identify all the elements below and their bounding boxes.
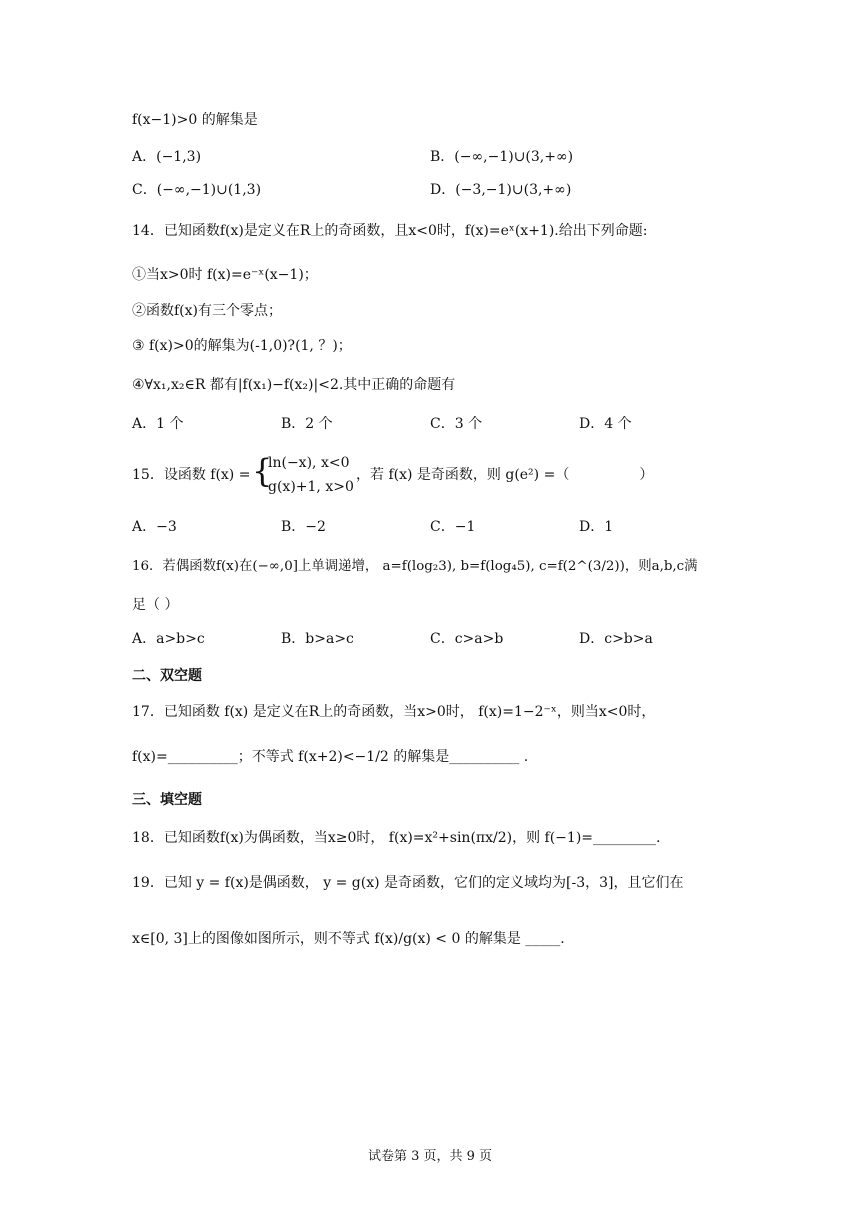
- page-footer: 试卷第 3 页，共 9 页: [367, 1149, 493, 1164]
- q13-option-b: B．(−∞,−1)∪(3,+∞): [430, 149, 574, 165]
- q16-option-c: C．c>a>b: [430, 631, 504, 647]
- q13-option-a: A．(−1,3): [132, 149, 202, 165]
- q16-option-a: A．a>b>c: [132, 631, 205, 647]
- q19-line-2: x∈[0, 3]上的图像如图所示，则不等式 f(x)/g(x) < 0 的解集是 _____.: [132, 931, 565, 947]
- q19-line-1: 19．已知 y = f(x)是偶函数， y = g(x) 是奇函数，它们的定义域均为[-3，3]，且它们在: [132, 875, 684, 891]
- q13-option-c: C．(−∞,−1)∪(1,3): [132, 182, 262, 198]
- q14-proposition-4: ④∀x₁,x₂∈R 都有|f(x₁)−f(x₂)|<2.其中正确的命题有: [132, 377, 456, 393]
- q14-proposition-3: ③ f(x)>0的解集为(-1,0)?(1, ？)；: [132, 338, 352, 354]
- q14-stem: 14．已知函数f(x)是定义在R上的奇函数，且x<0时，f(x)=eˣ(x+1).给出下列命题:: [132, 223, 648, 239]
- q15-option-d: D．1: [579, 519, 614, 535]
- q15-option-c: C．−1: [430, 519, 476, 535]
- q14-option-d: D．4 个: [579, 416, 632, 432]
- q18-text: 18．已知函数f(x)为偶函数，当x≥0时， f(x)=x²+sin(πx/2)，则 f(−1)=_________.: [132, 830, 661, 846]
- q14-option-c: C．3 个: [430, 416, 483, 432]
- q15-case-1: ln(−x), x<0: [268, 455, 350, 471]
- q15-option-a: A．−3: [132, 519, 177, 535]
- q15-option-b: B．−2: [281, 519, 326, 535]
- q13-tail: f(x−1)>0 的解集是: [132, 112, 258, 128]
- q15-stem-a: 15．设函数 f(x) =: [132, 467, 251, 483]
- q17-line-1: 17．已知函数 f(x) 是定义在R上的奇函数，当x>0时， f(x)=1−2⁻ˣ，则当x<0时，: [132, 704, 656, 720]
- q14-option-a: A．1 个: [132, 416, 184, 432]
- q14-option-b: B．2 个: [281, 416, 333, 432]
- q13-option-d: D．(−3,−1)∪(3,+∞): [430, 182, 572, 198]
- piecewise-brace: {: [252, 452, 273, 490]
- q15-stem-b: ，若 f(x) 是奇函数，则 g(e²) =（ ）: [356, 467, 654, 483]
- section-heading-3: 三、填空题: [132, 792, 202, 808]
- q14-proposition-2: ②函数f(x)有三个零点；: [132, 303, 283, 319]
- q15-case-2: g(x)+1, x>0: [268, 479, 354, 495]
- q16-option-d: D．c>b>a: [579, 631, 653, 647]
- section-heading-2: 二、双空题: [132, 668, 202, 684]
- q16-stem: 16．若偶函数f(x)在(−∞,0]上单调递增， a=f(log₂3), b=f(log₄5), c=f(2^(3/2))，则a,b,c满: [132, 559, 698, 574]
- q17-line-2: f(x)=__________；不等式 f(x+2)<−1/2 的解集是__________ .: [132, 749, 529, 765]
- q14-proposition-1: ①当x>0时 f(x)=e⁻ˣ(x−1)；: [132, 267, 318, 283]
- q16-stem-2: 足（ ）: [132, 597, 179, 613]
- q16-option-b: B．b>a>c: [281, 631, 354, 647]
